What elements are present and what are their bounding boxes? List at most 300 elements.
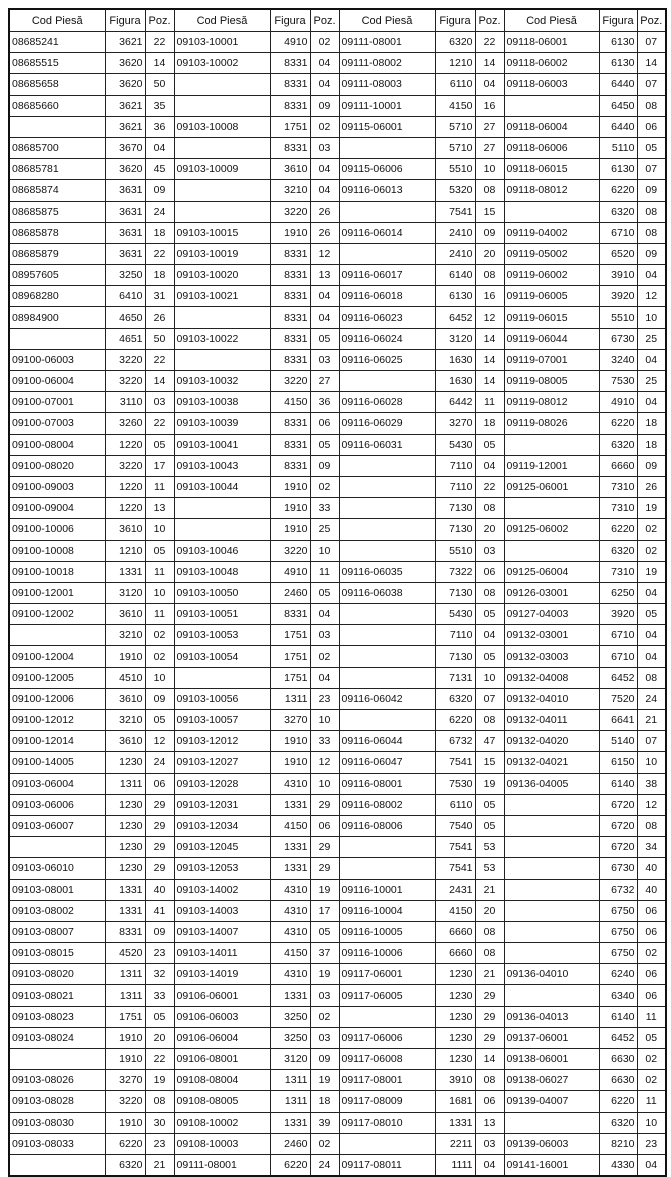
part-code-cell: 09117-06001	[339, 964, 435, 985]
position-cell: 12	[145, 731, 174, 752]
part-code-cell: 09116-06029	[339, 413, 435, 434]
position-cell: 23	[310, 688, 339, 709]
figure-cell: 8331	[270, 265, 310, 286]
figure-cell: 6140	[435, 265, 475, 286]
header-row	[9, 9, 666, 32]
position-cell: 20	[475, 243, 504, 264]
table-row	[9, 392, 666, 413]
part-code-cell	[339, 1006, 435, 1027]
position-cell: 14	[475, 328, 504, 349]
part-code-cell: 09103-08007	[9, 921, 105, 942]
table-row	[9, 32, 666, 53]
position-cell: 05	[637, 137, 666, 158]
figure-cell: 8331	[270, 307, 310, 328]
figure-cell: 8331	[270, 413, 310, 434]
figure-cell: 6340	[599, 985, 637, 1006]
position-cell: 30	[145, 1112, 174, 1133]
part-code-cell: 09117-08011	[339, 1154, 435, 1176]
figure-cell: 1331	[270, 985, 310, 1006]
part-code-cell: 09136-04005	[504, 773, 599, 794]
figure-cell: 3270	[270, 710, 310, 731]
position-cell: 08	[637, 222, 666, 243]
part-code-cell	[504, 1112, 599, 1133]
figure-cell: 5320	[435, 180, 475, 201]
position-cell: 29	[475, 985, 504, 1006]
position-cell: 16	[475, 286, 504, 307]
position-cell: 38	[637, 773, 666, 794]
part-code-cell: 09119-06015	[504, 307, 599, 328]
figure-cell: 3610	[105, 731, 145, 752]
table-row	[9, 243, 666, 264]
figure-cell: 4150	[270, 392, 310, 413]
position-cell: 14	[475, 349, 504, 370]
figure-cell: 6150	[599, 752, 637, 773]
figure-cell: 1230	[105, 752, 145, 773]
figure-cell: 6440	[599, 74, 637, 95]
part-code-cell: 09103-14019	[174, 964, 270, 985]
part-code-cell: 09118-06015	[504, 159, 599, 180]
figure-cell: 6220	[599, 180, 637, 201]
table-row	[9, 95, 666, 116]
position-cell: 02	[310, 646, 339, 667]
figure-header: Figura	[599, 9, 637, 32]
figure-cell: 7310	[599, 476, 637, 497]
table-row	[9, 222, 666, 243]
figure-cell: 8331	[270, 95, 310, 116]
position-cell: 05	[475, 646, 504, 667]
part-code-cell: 09116-06028	[339, 392, 435, 413]
figure-cell: 8331	[270, 137, 310, 158]
position-cell: 34	[637, 837, 666, 858]
part-code-cell: 08685875	[9, 201, 105, 222]
position-cell: 10	[145, 519, 174, 540]
table-row	[9, 943, 666, 964]
figure-cell: 1910	[270, 476, 310, 497]
position-cell: 07	[637, 731, 666, 752]
figure-cell: 1331	[105, 879, 145, 900]
part-code-cell	[339, 201, 435, 222]
position-cell: 11	[637, 1091, 666, 1112]
table-row	[9, 434, 666, 455]
figure-cell: 6320	[435, 688, 475, 709]
position-cell: 29	[475, 1027, 504, 1048]
part-code-cell	[339, 710, 435, 731]
figure-cell: 4310	[270, 773, 310, 794]
part-code-cell: 09116-06024	[339, 328, 435, 349]
table-row	[9, 74, 666, 95]
position-cell: 10	[310, 710, 339, 731]
position-cell: 08	[475, 710, 504, 731]
part-code-cell: 09111-08001	[339, 32, 435, 53]
position-header: Poz.	[475, 9, 504, 32]
figure-cell: 6220	[105, 1133, 145, 1154]
part-code-cell	[174, 498, 270, 519]
figure-cell: 6320	[435, 32, 475, 53]
table-row	[9, 159, 666, 180]
part-code-cell: 09103-12034	[174, 815, 270, 836]
part-code-cell: 09103-06004	[9, 773, 105, 794]
part-code-cell: 09103-08030	[9, 1112, 105, 1133]
part-code-cell	[339, 858, 435, 879]
figure-cell: 1230	[435, 1027, 475, 1048]
table-row	[9, 1091, 666, 1112]
part-code-cell	[174, 137, 270, 158]
part-code-cell: 09116-10004	[339, 900, 435, 921]
position-cell: 02	[310, 116, 339, 137]
position-cell: 05	[637, 604, 666, 625]
part-code-cell: 09103-08021	[9, 985, 105, 1006]
position-cell: 05	[637, 1027, 666, 1048]
figure-cell: 6240	[599, 964, 637, 985]
position-cell: 10	[637, 307, 666, 328]
position-cell: 50	[145, 328, 174, 349]
position-cell: 19	[310, 964, 339, 985]
position-cell: 03	[475, 1133, 504, 1154]
part-code-cell: 09126-03001	[504, 582, 599, 603]
figure-cell: 6110	[435, 794, 475, 815]
figure-cell: 1751	[270, 116, 310, 137]
position-cell: 05	[475, 794, 504, 815]
figure-cell: 6220	[435, 710, 475, 731]
part-code-cell: 09106-08001	[174, 1049, 270, 1070]
figure-cell: 3220	[270, 201, 310, 222]
part-code-cell	[339, 667, 435, 688]
position-cell: 40	[145, 879, 174, 900]
position-cell: 07	[637, 32, 666, 53]
position-cell: 09	[475, 222, 504, 243]
position-cell: 13	[145, 498, 174, 519]
position-cell: 39	[310, 1112, 339, 1133]
position-cell: 26	[637, 476, 666, 497]
part-code-cell: 09103-10001	[174, 32, 270, 53]
part-code-cell	[504, 815, 599, 836]
part-code-cell: 09116-10001	[339, 879, 435, 900]
figure-cell: 3270	[435, 413, 475, 434]
figure-cell: 5430	[435, 434, 475, 455]
position-cell: 19	[310, 1070, 339, 1091]
part-code-cell: 09103-10057	[174, 710, 270, 731]
table-row	[9, 116, 666, 137]
figure-cell: 3621	[105, 32, 145, 53]
figure-cell: 4150	[435, 900, 475, 921]
figure-cell: 1910	[105, 1027, 145, 1048]
part-code-cell: 09103-10046	[174, 540, 270, 561]
position-cell: 53	[475, 837, 504, 858]
figure-cell: 1910	[270, 752, 310, 773]
position-cell: 03	[310, 137, 339, 158]
position-cell: 02	[310, 32, 339, 53]
figure-cell: 1910	[105, 1049, 145, 1070]
part-code-cell: 08968280	[9, 286, 105, 307]
part-code-cell: 09100-09004	[9, 498, 105, 519]
position-cell: 04	[637, 265, 666, 286]
part-code-cell: 09100-14005	[9, 752, 105, 773]
part-code-cell	[504, 540, 599, 561]
position-cell: 13	[475, 1112, 504, 1133]
position-cell: 23	[637, 1133, 666, 1154]
part-code-cell	[174, 74, 270, 95]
position-cell: 10	[310, 540, 339, 561]
position-cell: 22	[145, 32, 174, 53]
figure-cell: 7110	[435, 476, 475, 497]
position-cell: 08	[637, 815, 666, 836]
position-cell: 19	[310, 879, 339, 900]
part-code-cell	[339, 837, 435, 858]
part-code-cell: 09119-06002	[504, 265, 599, 286]
position-cell: 14	[145, 53, 174, 74]
part-code-cell: 09103-10002	[174, 53, 270, 74]
position-cell: 06	[637, 116, 666, 137]
figure-cell: 8331	[270, 604, 310, 625]
table-row	[9, 837, 666, 858]
figure-cell: 5510	[435, 159, 475, 180]
table-row	[9, 858, 666, 879]
position-cell: 08	[475, 265, 504, 286]
position-cell: 06	[637, 985, 666, 1006]
figure-cell: 1220	[105, 498, 145, 519]
part-code-cell: 09116-08006	[339, 815, 435, 836]
table-row	[9, 1049, 666, 1070]
position-cell: 18	[310, 1091, 339, 1112]
part-code-cell: 09103-14002	[174, 879, 270, 900]
figure-cell: 4310	[270, 900, 310, 921]
part-code-cell: 09118-06002	[504, 53, 599, 74]
figure-cell: 6720	[599, 794, 637, 815]
part-code-cell	[339, 371, 435, 392]
part-code-cell: 09111-08003	[339, 74, 435, 95]
part-code-cell: 08685781	[9, 159, 105, 180]
figure-cell: 1230	[105, 858, 145, 879]
figure-cell: 3620	[105, 159, 145, 180]
position-cell: 04	[637, 582, 666, 603]
part-code-cell	[339, 1133, 435, 1154]
position-cell: 19	[637, 561, 666, 582]
figure-cell: 1210	[105, 540, 145, 561]
part-code-cell: 09116-08002	[339, 794, 435, 815]
figure-cell: 3631	[105, 201, 145, 222]
figure-cell: 4910	[599, 392, 637, 413]
figure-cell: 6220	[599, 1091, 637, 1112]
position-cell: 47	[475, 731, 504, 752]
figure-cell: 1331	[270, 1112, 310, 1133]
part-code-cell: 09116-06035	[339, 561, 435, 582]
figure-cell: 8331	[270, 455, 310, 476]
table-row	[9, 985, 666, 1006]
part-code-cell: 09125-06001	[504, 476, 599, 497]
figure-cell: 1230	[105, 794, 145, 815]
position-cell: 07	[637, 159, 666, 180]
table-row	[9, 265, 666, 286]
part-code-cell	[174, 95, 270, 116]
position-cell: 27	[310, 371, 339, 392]
part-code-cell: 09116-06014	[339, 222, 435, 243]
position-cell: 08	[637, 95, 666, 116]
part-code-cell: 09103-12027	[174, 752, 270, 773]
part-code-cell: 09118-06001	[504, 32, 599, 53]
table-row	[9, 646, 666, 667]
part-code-cell: 09103-06007	[9, 815, 105, 836]
figure-cell: 3250	[105, 265, 145, 286]
part-code-cell: 08685660	[9, 95, 105, 116]
figure-cell: 3120	[270, 1049, 310, 1070]
position-cell: 36	[145, 116, 174, 137]
position-cell: 05	[145, 540, 174, 561]
position-cell: 26	[145, 307, 174, 328]
position-cell: 02	[310, 476, 339, 497]
figure-cell: 4910	[270, 32, 310, 53]
figure-cell: 3120	[435, 328, 475, 349]
figure-cell: 6732	[435, 731, 475, 752]
figure-cell: 7540	[435, 815, 475, 836]
part-code-cell: 09103-10009	[174, 159, 270, 180]
part-code-header: Cod Piesă	[504, 9, 599, 32]
part-code-cell	[174, 307, 270, 328]
part-code-cell: 09100-10008	[9, 540, 105, 561]
position-cell: 33	[145, 985, 174, 1006]
position-cell: 11	[475, 392, 504, 413]
part-code-cell: 09100-12004	[9, 646, 105, 667]
part-code-cell	[339, 455, 435, 476]
position-cell: 19	[637, 498, 666, 519]
position-cell: 05	[475, 434, 504, 455]
position-cell: 05	[145, 434, 174, 455]
table-row	[9, 1133, 666, 1154]
part-code-cell: 08957605	[9, 265, 105, 286]
table-row	[9, 137, 666, 158]
figure-cell: 1230	[435, 964, 475, 985]
part-code-cell	[174, 667, 270, 688]
figure-cell: 5510	[599, 307, 637, 328]
figure-cell: 6320	[599, 1112, 637, 1133]
figure-cell: 4330	[599, 1154, 637, 1176]
position-cell: 03	[145, 392, 174, 413]
figure-cell: 7130	[435, 519, 475, 540]
figure-cell: 3250	[270, 1006, 310, 1027]
position-cell: 20	[475, 900, 504, 921]
figure-cell: 6720	[599, 837, 637, 858]
position-cell: 11	[145, 476, 174, 497]
part-code-cell	[174, 180, 270, 201]
position-cell: 03	[310, 1027, 339, 1048]
position-cell: 24	[145, 752, 174, 773]
part-code-cell: 09138-06027	[504, 1070, 599, 1091]
figure-cell: 1331	[105, 900, 145, 921]
part-code-cell: 09117-08009	[339, 1091, 435, 1112]
position-cell: 06	[475, 561, 504, 582]
position-cell: 08	[145, 1091, 174, 1112]
part-code-cell	[504, 201, 599, 222]
position-cell: 10	[637, 1112, 666, 1133]
table-header	[9, 9, 666, 32]
figure-cell: 1311	[270, 1091, 310, 1112]
position-cell: 08	[475, 1070, 504, 1091]
figure-cell: 1230	[105, 837, 145, 858]
figure-cell: 7541	[435, 837, 475, 858]
table-row	[9, 476, 666, 497]
figure-cell: 1230	[435, 985, 475, 1006]
figure-cell: 8331	[270, 243, 310, 264]
part-code-cell: 08685658	[9, 74, 105, 95]
part-code-cell: 09117-06005	[339, 985, 435, 1006]
position-cell: 29	[310, 837, 339, 858]
position-cell: 21	[475, 879, 504, 900]
part-code-cell: 09116-10006	[339, 943, 435, 964]
position-cell: 05	[475, 604, 504, 625]
table-row	[9, 815, 666, 836]
part-code-cell: 09139-04007	[504, 1091, 599, 1112]
part-code-cell: 09100-12006	[9, 688, 105, 709]
part-code-cell: 09103-12053	[174, 858, 270, 879]
position-cell: 18	[145, 222, 174, 243]
part-code-cell: 09103-08020	[9, 964, 105, 985]
position-cell: 23	[145, 943, 174, 964]
figure-cell: 3210	[105, 710, 145, 731]
figure-cell: 1751	[270, 625, 310, 646]
part-code-cell	[9, 1049, 105, 1070]
figure-cell: 1311	[105, 964, 145, 985]
part-code-cell	[339, 519, 435, 540]
part-code-cell: 08685879	[9, 243, 105, 264]
position-cell: 10	[145, 667, 174, 688]
position-cell: 27	[475, 116, 504, 137]
figure-cell: 1331	[105, 561, 145, 582]
position-cell: 08	[475, 180, 504, 201]
position-cell: 29	[145, 815, 174, 836]
part-code-cell: 09103-12028	[174, 773, 270, 794]
figure-cell: 4150	[270, 943, 310, 964]
part-code-cell: 09116-06025	[339, 349, 435, 370]
position-cell: 25	[310, 519, 339, 540]
part-code-cell: 09108-10003	[174, 1133, 270, 1154]
parts-index-table	[8, 8, 667, 1177]
figure-cell: 1220	[105, 434, 145, 455]
position-cell: 10	[475, 667, 504, 688]
figure-cell: 1230	[105, 815, 145, 836]
position-cell: 26	[310, 201, 339, 222]
figure-cell: 4650	[105, 307, 145, 328]
part-code-cell: 09103-10054	[174, 646, 270, 667]
position-cell: 18	[145, 265, 174, 286]
part-code-cell: 09117-06006	[339, 1027, 435, 1048]
part-code-cell: 09103-12045	[174, 837, 270, 858]
position-cell: 45	[145, 159, 174, 180]
position-cell: 04	[637, 646, 666, 667]
position-cell: 11	[637, 1006, 666, 1027]
position-cell: 04	[637, 349, 666, 370]
figure-cell: 3220	[105, 371, 145, 392]
figure-header: Figura	[270, 9, 310, 32]
part-code-cell	[174, 349, 270, 370]
position-cell: 09	[145, 688, 174, 709]
table-row	[9, 1027, 666, 1048]
figure-cell: 3631	[105, 243, 145, 264]
part-code-header: Cod Piesă	[339, 9, 435, 32]
part-code-cell	[504, 95, 599, 116]
part-code-cell: 09103-08033	[9, 1133, 105, 1154]
figure-cell: 7530	[435, 773, 475, 794]
figure-cell: 4520	[105, 943, 145, 964]
position-cell: 02	[145, 646, 174, 667]
figure-cell: 3620	[105, 74, 145, 95]
table-row	[9, 900, 666, 921]
part-code-cell: 09103-10008	[174, 116, 270, 137]
part-code-cell: 09103-10048	[174, 561, 270, 582]
position-cell: 05	[310, 434, 339, 455]
position-cell: 10	[637, 752, 666, 773]
part-code-cell: 09139-06003	[504, 1133, 599, 1154]
figure-cell: 2410	[435, 243, 475, 264]
figure-cell: 4310	[270, 879, 310, 900]
